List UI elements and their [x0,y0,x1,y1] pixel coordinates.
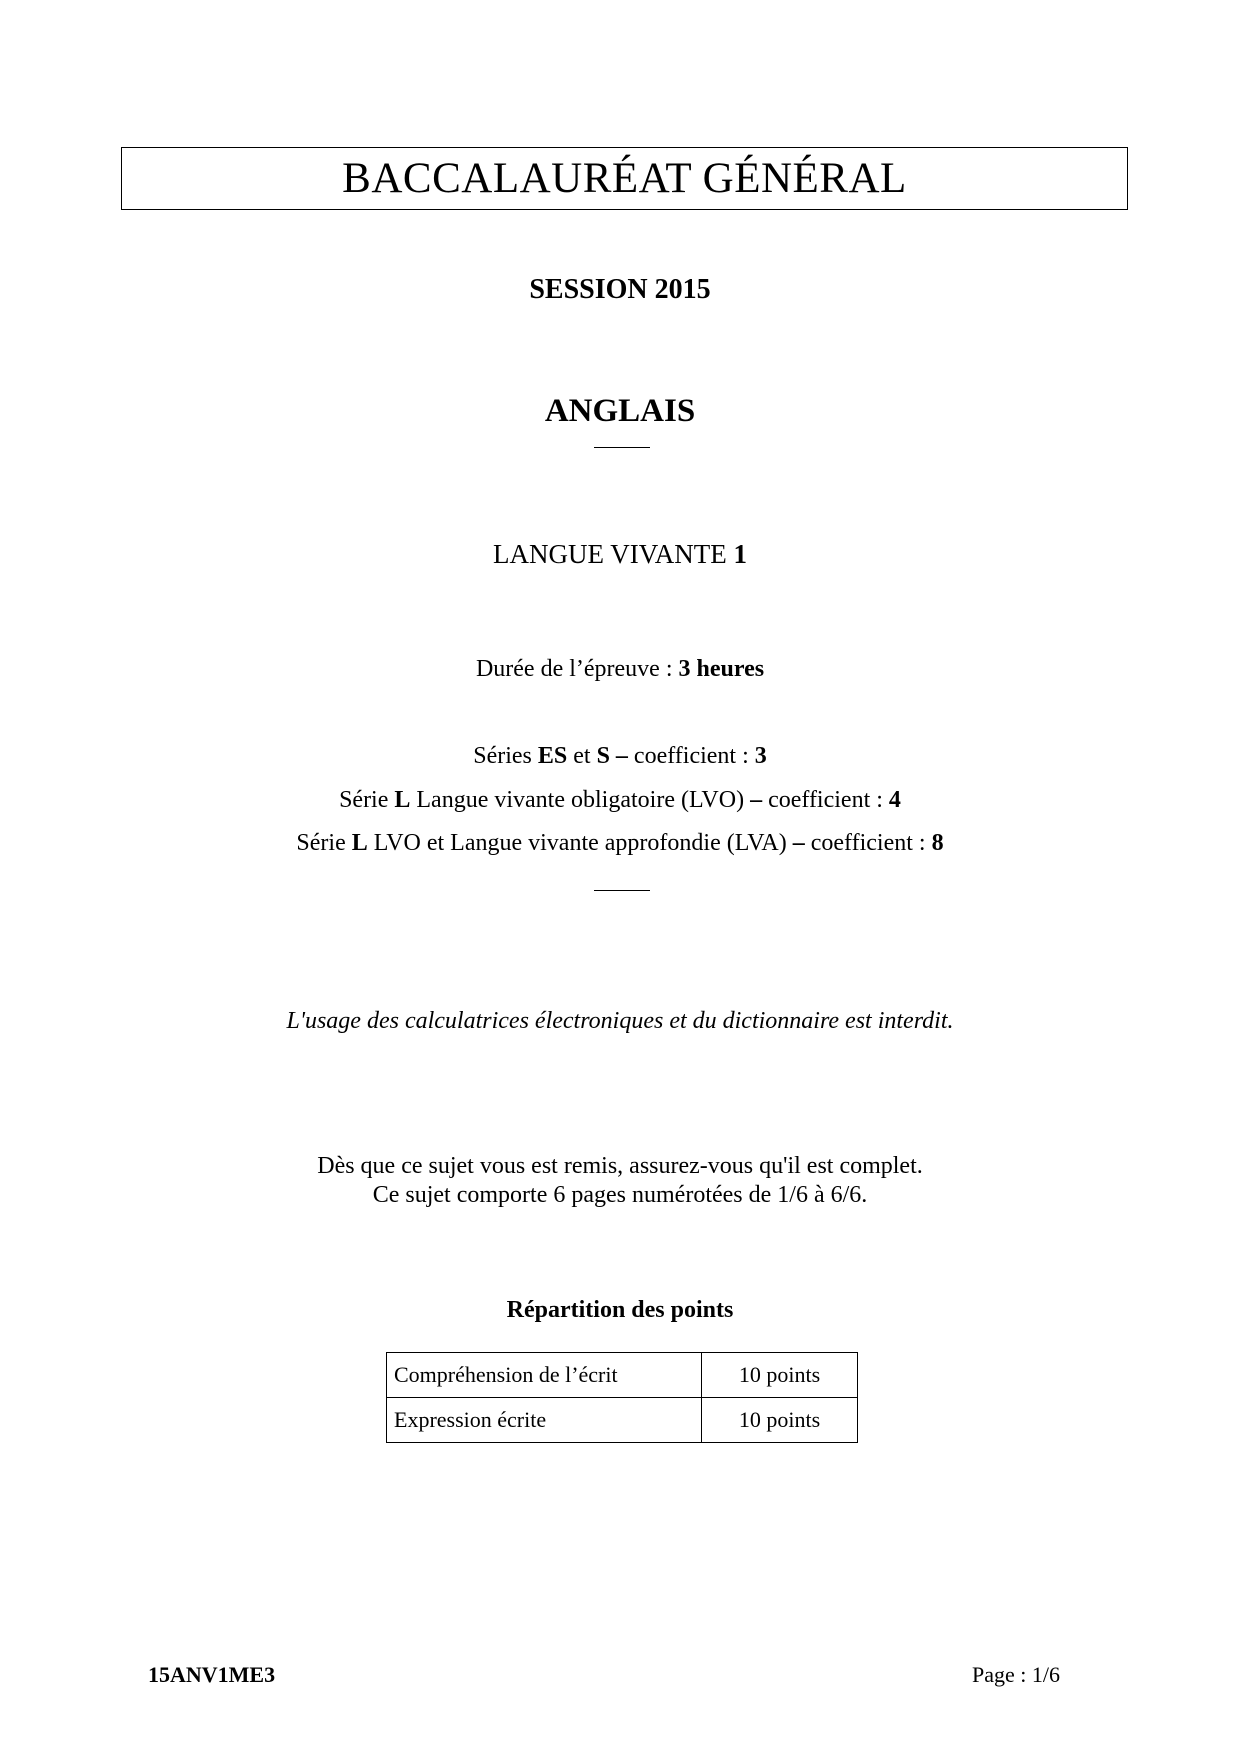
points-table [386,1352,858,1443]
calculator-warning: L'usage des calculatrices électroniques et du dictionnaire est interdit. [286,1008,954,1034]
instruction-line: Ce sujet comporte 6 pages numérotées de 1/6 à 6/6. [372,1182,868,1208]
points-table-title: Répartition des points [506,1297,734,1323]
duration-label: Durée de l’épreuve : [475,656,679,682]
instruction-line: Dès que ce sujet vous est remis, assurez-vous qu'il est complet. [317,1153,923,1179]
coefficient-label: coefficient : [768,787,889,813]
language-label: LANGUE VIVANTE [493,539,734,569]
session-label: SESSION 2015 [529,274,711,305]
series-description: LVO et Langue vivante approfondie (LVA) [367,830,793,856]
series-dash: – [750,787,769,813]
separator-dash [594,890,650,891]
series-code: S [596,743,610,769]
coefficient-value: 8 [931,830,944,856]
series-prefix: Séries [473,743,538,769]
series-connector: et [567,743,597,769]
series-code: L [351,830,368,856]
duration-value: 3 heures [678,656,765,682]
exam-code: 15ANV1ME3 [148,1662,276,1687]
coefficient-label: coefficient : [633,743,755,769]
points-value: 10 points [702,1398,858,1443]
series-line-l-lvo [0,787,1240,814]
points-label: Compréhension de l’écrit [387,1353,702,1398]
series-description: Langue vivante obligatoire (LVO) [410,787,751,813]
series-dash: – [792,830,811,856]
document-title: BACCALAURÉAT GÉNÉRAL [342,155,907,202]
table-row [387,1398,858,1443]
series-code: ES [537,743,568,769]
points-value: 10 points [702,1353,858,1398]
series-line-l-lva [0,830,1240,857]
series-prefix: Série [296,830,352,856]
series-dash: – [609,743,634,769]
series-prefix: Série [339,787,395,813]
page-number: Page : 1/6 [972,1662,1060,1687]
duration-line [0,656,1240,683]
coefficient-value: 4 [888,787,901,813]
series-code: L [394,787,411,813]
separator-dash [594,447,650,448]
language-line [0,539,1240,570]
language-number: 1 [733,539,747,569]
table-row [387,1353,858,1398]
title-box [121,147,1128,210]
subject-title: ANGLAIS [544,393,696,429]
series-line-es-s [0,743,1240,770]
coefficient-label: coefficient : [810,830,932,856]
coefficient-value: 3 [754,743,767,769]
points-label: Expression écrite [387,1398,702,1443]
